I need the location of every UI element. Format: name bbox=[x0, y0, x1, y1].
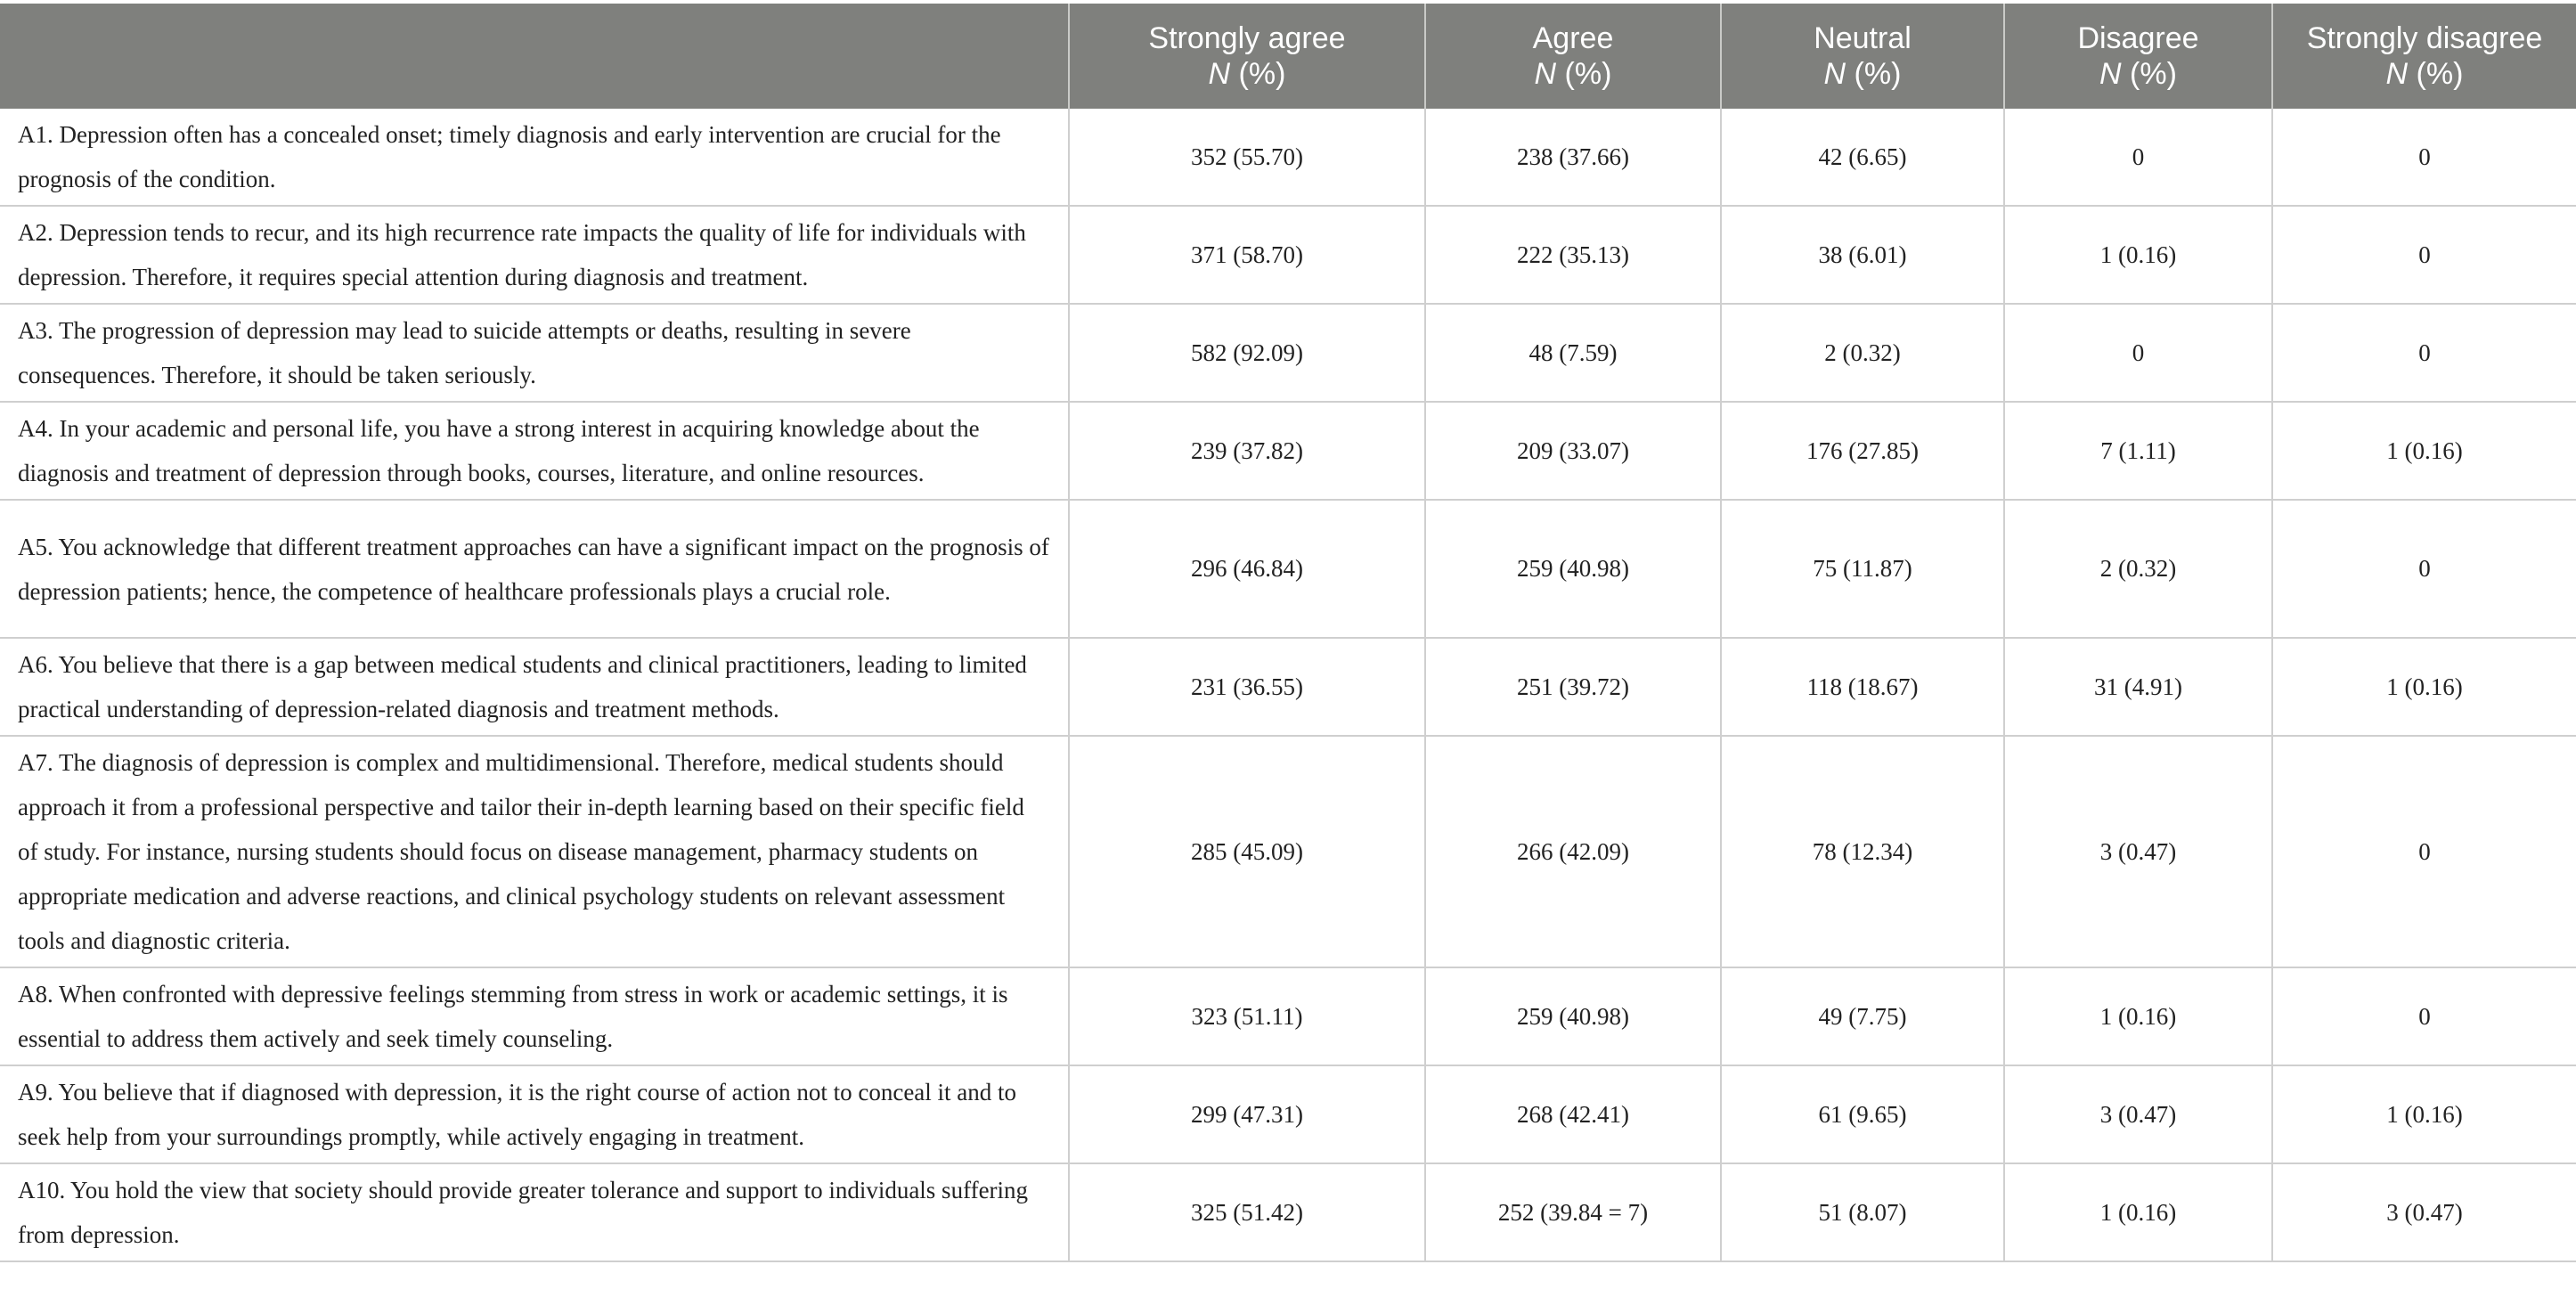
table-row bbox=[0, 1065, 2576, 1163]
cell-disagree: 0 bbox=[2004, 109, 2272, 206]
cell-disagree: 7 (1.11) bbox=[2004, 402, 2272, 500]
item-text: A1. Depression often has a concealed onset; timely diagnosis and early intervention are crucial for the prognosis of the condition. bbox=[0, 109, 1069, 206]
header-title: Agree bbox=[1532, 21, 1614, 55]
cell-disagree: 3 (0.47) bbox=[2004, 1065, 2272, 1163]
cell-strongly-agree: 231 (36.55) bbox=[1069, 638, 1425, 736]
header-disagree bbox=[2004, 4, 2272, 109]
header-title: Disagree bbox=[2077, 21, 2199, 55]
header-sub-pct: (%) bbox=[2408, 57, 2464, 91]
cell-agree: 238 (37.66) bbox=[1425, 109, 1721, 206]
header-sub-pct: (%) bbox=[2121, 57, 2177, 91]
item-text: A2. Depression tends to recur, and its high recurrence rate impacts the quality of life for individuals with depression. Therefore, it requires special attention during diagnosis and treatment. bbox=[0, 206, 1069, 304]
cell-strongly-disagree: 3 (0.47) bbox=[2272, 1163, 2576, 1261]
cell-neutral: 176 (27.85) bbox=[1721, 402, 2004, 500]
cell-neutral: 75 (11.87) bbox=[1721, 500, 2004, 638]
cell-strongly-agree: 285 (45.09) bbox=[1069, 736, 1425, 967]
header-subtitle bbox=[1731, 56, 1994, 92]
table-header bbox=[0, 4, 2576, 109]
table-row bbox=[0, 638, 2576, 736]
cell-agree: 252 (39.84 = 7) bbox=[1425, 1163, 1721, 1261]
header-subtitle bbox=[2014, 56, 2262, 92]
item-text: A8. When confronted with depressive feelings stemming from stress in work or academic settings, it is essential to address them actively and seek timely counseling. bbox=[0, 967, 1069, 1065]
cell-strongly-agree: 352 (55.70) bbox=[1069, 109, 1425, 206]
table-row bbox=[0, 500, 2576, 638]
cell-strongly-disagree: 0 bbox=[2272, 206, 2576, 304]
header-agree bbox=[1425, 4, 1721, 109]
item-text: A7. The diagnosis of depression is complex and multidimensional. Therefore, medical students should approach it from a professional perspective and tailor their in-depth learning based on their specific field of study. For instance, nursing students should focus on disease management, pharmacy students on appropriate medication and adverse reactions, and clinical psychology students on relevant assessment tools and diagnostic criteria. bbox=[0, 736, 1069, 967]
table-row bbox=[0, 304, 2576, 402]
cell-agree: 209 (33.07) bbox=[1425, 402, 1721, 500]
cell-neutral: 61 (9.65) bbox=[1721, 1065, 2004, 1163]
header-strongly-disagree bbox=[2272, 4, 2576, 109]
item-text: A9. You believe that if diagnosed with depression, it is the right course of action not to conceal it and to seek help from your surroundings promptly, while actively engaging in treatment. bbox=[0, 1065, 1069, 1163]
cell-strongly-disagree: 1 (0.16) bbox=[2272, 638, 2576, 736]
table-row bbox=[0, 206, 2576, 304]
header-item-column bbox=[0, 4, 1069, 109]
table-row bbox=[0, 967, 2576, 1065]
header-subtitle bbox=[1079, 56, 1415, 92]
cell-strongly-agree: 582 (92.09) bbox=[1069, 304, 1425, 402]
cell-disagree: 31 (4.91) bbox=[2004, 638, 2272, 736]
cell-strongly-disagree: 0 bbox=[2272, 967, 2576, 1065]
cell-strongly-agree: 296 (46.84) bbox=[1069, 500, 1425, 638]
item-text: A10. You hold the view that society should provide greater tolerance and support to individuals suffering from depression. bbox=[0, 1163, 1069, 1261]
header-sub-n: N bbox=[1208, 57, 1231, 91]
cell-strongly-agree: 299 (47.31) bbox=[1069, 1065, 1425, 1163]
cell-disagree: 1 (0.16) bbox=[2004, 1163, 2272, 1261]
cell-neutral: 118 (18.67) bbox=[1721, 638, 2004, 736]
header-title: Neutral bbox=[1814, 21, 1912, 55]
header-title: Strongly disagree bbox=[2306, 21, 2543, 55]
header-sub-n: N bbox=[1534, 57, 1557, 91]
cell-strongly-disagree: 0 bbox=[2272, 736, 2576, 967]
item-text: A5. You acknowledge that different treatment approaches can have a significant impact on the prognosis of depression patients; hence, the competence of healthcare professionals plays a crucial role. bbox=[0, 500, 1069, 638]
table-row bbox=[0, 402, 2576, 500]
cell-neutral: 38 (6.01) bbox=[1721, 206, 2004, 304]
header-sub-pct: (%) bbox=[1846, 57, 1902, 91]
cell-strongly-disagree: 0 bbox=[2272, 304, 2576, 402]
attitude-table bbox=[0, 4, 2576, 1262]
cell-strongly-disagree: 1 (0.16) bbox=[2272, 1065, 2576, 1163]
cell-agree: 251 (39.72) bbox=[1425, 638, 1721, 736]
cell-neutral: 42 (6.65) bbox=[1721, 109, 2004, 206]
cell-neutral: 78 (12.34) bbox=[1721, 736, 2004, 967]
table-row bbox=[0, 736, 2576, 967]
cell-agree: 266 (42.09) bbox=[1425, 736, 1721, 967]
header-strongly-agree bbox=[1069, 4, 1425, 109]
header-sub-pct: (%) bbox=[1556, 57, 1612, 91]
item-text: A4. In your academic and personal life, you have a strong interest in acquiring knowledge about the diagnosis and treatment of depression through books, courses, literature, and online resources. bbox=[0, 402, 1069, 500]
header-row bbox=[0, 4, 2576, 109]
cell-agree: 222 (35.13) bbox=[1425, 206, 1721, 304]
cell-strongly-agree: 371 (58.70) bbox=[1069, 206, 1425, 304]
cell-agree: 259 (40.98) bbox=[1425, 967, 1721, 1065]
cell-disagree: 0 bbox=[2004, 304, 2272, 402]
cell-disagree: 1 (0.16) bbox=[2004, 967, 2272, 1065]
header-sub-n: N bbox=[2099, 57, 2122, 91]
header-subtitle bbox=[2282, 56, 2567, 92]
cell-agree: 48 (7.59) bbox=[1425, 304, 1721, 402]
header-sub-n: N bbox=[2385, 57, 2409, 91]
table-row bbox=[0, 1163, 2576, 1261]
cell-strongly-agree: 323 (51.11) bbox=[1069, 967, 1425, 1065]
header-sub-n: N bbox=[1823, 57, 1846, 91]
survey-table-container bbox=[0, 4, 2576, 1262]
cell-disagree: 1 (0.16) bbox=[2004, 206, 2272, 304]
cell-strongly-disagree: 0 bbox=[2272, 500, 2576, 638]
cell-disagree: 3 (0.47) bbox=[2004, 736, 2272, 967]
table-body bbox=[0, 109, 2576, 1261]
cell-strongly-agree: 325 (51.42) bbox=[1069, 1163, 1425, 1261]
cell-strongly-disagree: 0 bbox=[2272, 109, 2576, 206]
header-subtitle bbox=[1435, 56, 1711, 92]
item-text: A3. The progression of depression may lead to suicide attempts or deaths, resulting in severe consequences. Therefore, it should be taken seriously. bbox=[0, 304, 1069, 402]
header-sub-pct: (%) bbox=[1230, 57, 1286, 91]
cell-agree: 268 (42.41) bbox=[1425, 1065, 1721, 1163]
header-title: Strongly agree bbox=[1148, 21, 1346, 55]
header-neutral bbox=[1721, 4, 2004, 109]
cell-neutral: 51 (8.07) bbox=[1721, 1163, 2004, 1261]
cell-strongly-agree: 239 (37.82) bbox=[1069, 402, 1425, 500]
item-text: A6. You believe that there is a gap between medical students and clinical practitioners, leading to limited practical understanding of depression-related diagnosis and treatment methods. bbox=[0, 638, 1069, 736]
table-row bbox=[0, 109, 2576, 206]
cell-disagree: 2 (0.32) bbox=[2004, 500, 2272, 638]
cell-agree: 259 (40.98) bbox=[1425, 500, 1721, 638]
cell-neutral: 2 (0.32) bbox=[1721, 304, 2004, 402]
cell-neutral: 49 (7.75) bbox=[1721, 967, 2004, 1065]
cell-strongly-disagree: 1 (0.16) bbox=[2272, 402, 2576, 500]
